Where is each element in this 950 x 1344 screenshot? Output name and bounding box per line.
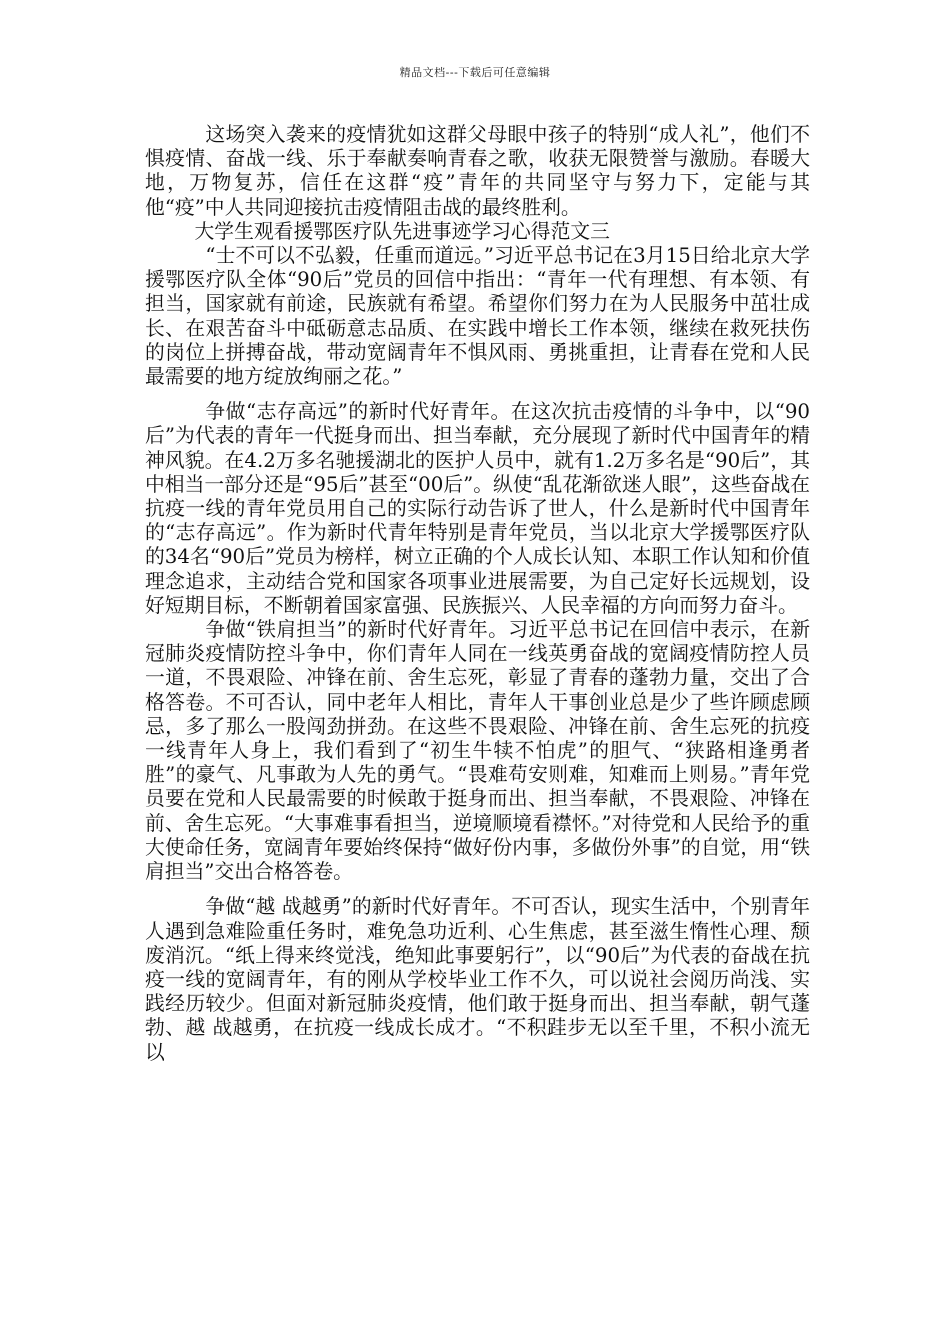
paragraph-responsibility: 争做“铁肩担当”的新时代好青年。习近平总书记在回信中表示，在新冠肺炎疫情防控斗争中，你们青年人同在一线英勇奋战的宽阔疫情防控人员一道，不畏艰险、冲锋在前、舍生忘死，彰显了青春的蓬勃力量，交出了合格答卷。不可否认，同中老年人相比，青年人干事创业总是少了些许顾虑顾忌，多了那么一股闯劲拼劲。在这些不畏艰险、冲锋在前、舍生忘死的抗疫一线青年人身上，我们看到了“初生牛犊不怕虎”的胆气、“狭路相逢勇者胜”的豪气、凡事敢为人先的勇气。“畏难苟安则难，知难而上则易。”青年党员要在党和人民最需要的时候敢于挺身而出、担当奉献，不畏艰险、冲锋在前、舍生忘死。“大事难事看担当，逆境顺境看襟怀。”对待党和人民给予的重大使命任务，宽阔青年要始终保持“做好份内事，多做份外事”的自觉，用“铁肩担当”交出合格答卷。 — [145, 618, 810, 884]
paragraph-intro: 这场突入袭来的疫情犹如这群父母眼中孩子的特别“成人礼”，他们不惧疫情、奋战一线、乐于奉献奏响青春之歌，收获无限赞誉与激励。春暖大地，万物复苏，信任在这群“疫”青年的共同坚守与努力下，定能与其他“疫”中人共同迎接抗击疫情阻击战的最终胜利。 — [145, 123, 810, 219]
document-body — [145, 123, 810, 1065]
paragraph-courage: 争做“越 战越勇”的新时代好青年。不可否认，现实生活中，个别青年人遇到急难险重任务时，难免急功近利、心生焦虑，甚至滋生惰性心理、颓废消沉。“纸上得来终觉浅，绝知此事要躬行”，以“90后”为代表的奋战在抗疫一线的宽阔青年，有的刚从学校毕业工作不久，可以说社会阅历尚浅、实践经历较少。但面对新冠肺炎疫情，他们敢于挺身而出、担当奉献，朝气蓬勃、越 战越勇，在抗疫一线成长成才。“不积跬步无以至千里，不积小流无以 — [145, 895, 810, 1064]
page-header: 精品文档---下载后可任意编辑 — [399, 66, 551, 79]
paragraph-quote: “士不可以不弘毅，任重而道远。”习近平总书记在3月15日给北京大学援鄂医疗队全体“90后”党员的回信中指出：“青年一代有理想、有本领、有担当，国家就有前途，民族就有希望。希望你们努力在为人民服务中茁壮成长、在艰苦奋斗中砥砺意志品质、在实践中增长工作本领，继续在救死扶伤的岗位上拼搏奋战，带动宽阔青年不惧风雨、勇挑重担，让青春在党和人民最需要的地方绽放绚丽之花。” — [145, 244, 810, 389]
section-title: 大学生观看援鄂医疗队先进事迹学习心得范文三 — [194, 219, 610, 243]
paragraph-ambition: 争做“志存高远”的新时代好青年。在这次抗击疫情的斗争中，以“90后”为代表的青年一代挺身而出、担当奉献，充分展现了新时代中国青年的精神风貌。在4.2万多名驰援湖北的医护人员中，就有1.2万多名是“90后”，其中相当一部分还是“95后”甚至“00后”。纵使“乱花渐欲迷人眼”，这些奋战在抗疫一线的青年党员用自己的实际行动告诉了世人，什么是新时代中国青年的“志存高远”。作为新时代青年特别是青年党员，当以北京大学援鄂医疗队的34名“90后”党员为榜样，树立正确的个人成长认知、本职工作认知和价值理念追求，主动结合党和国家各项事业进展需要，为自己定好长远规划，设好短期目标，不断朝着国家富强、民族振兴、人民幸福的方向而努力奋斗。 — [145, 400, 810, 617]
